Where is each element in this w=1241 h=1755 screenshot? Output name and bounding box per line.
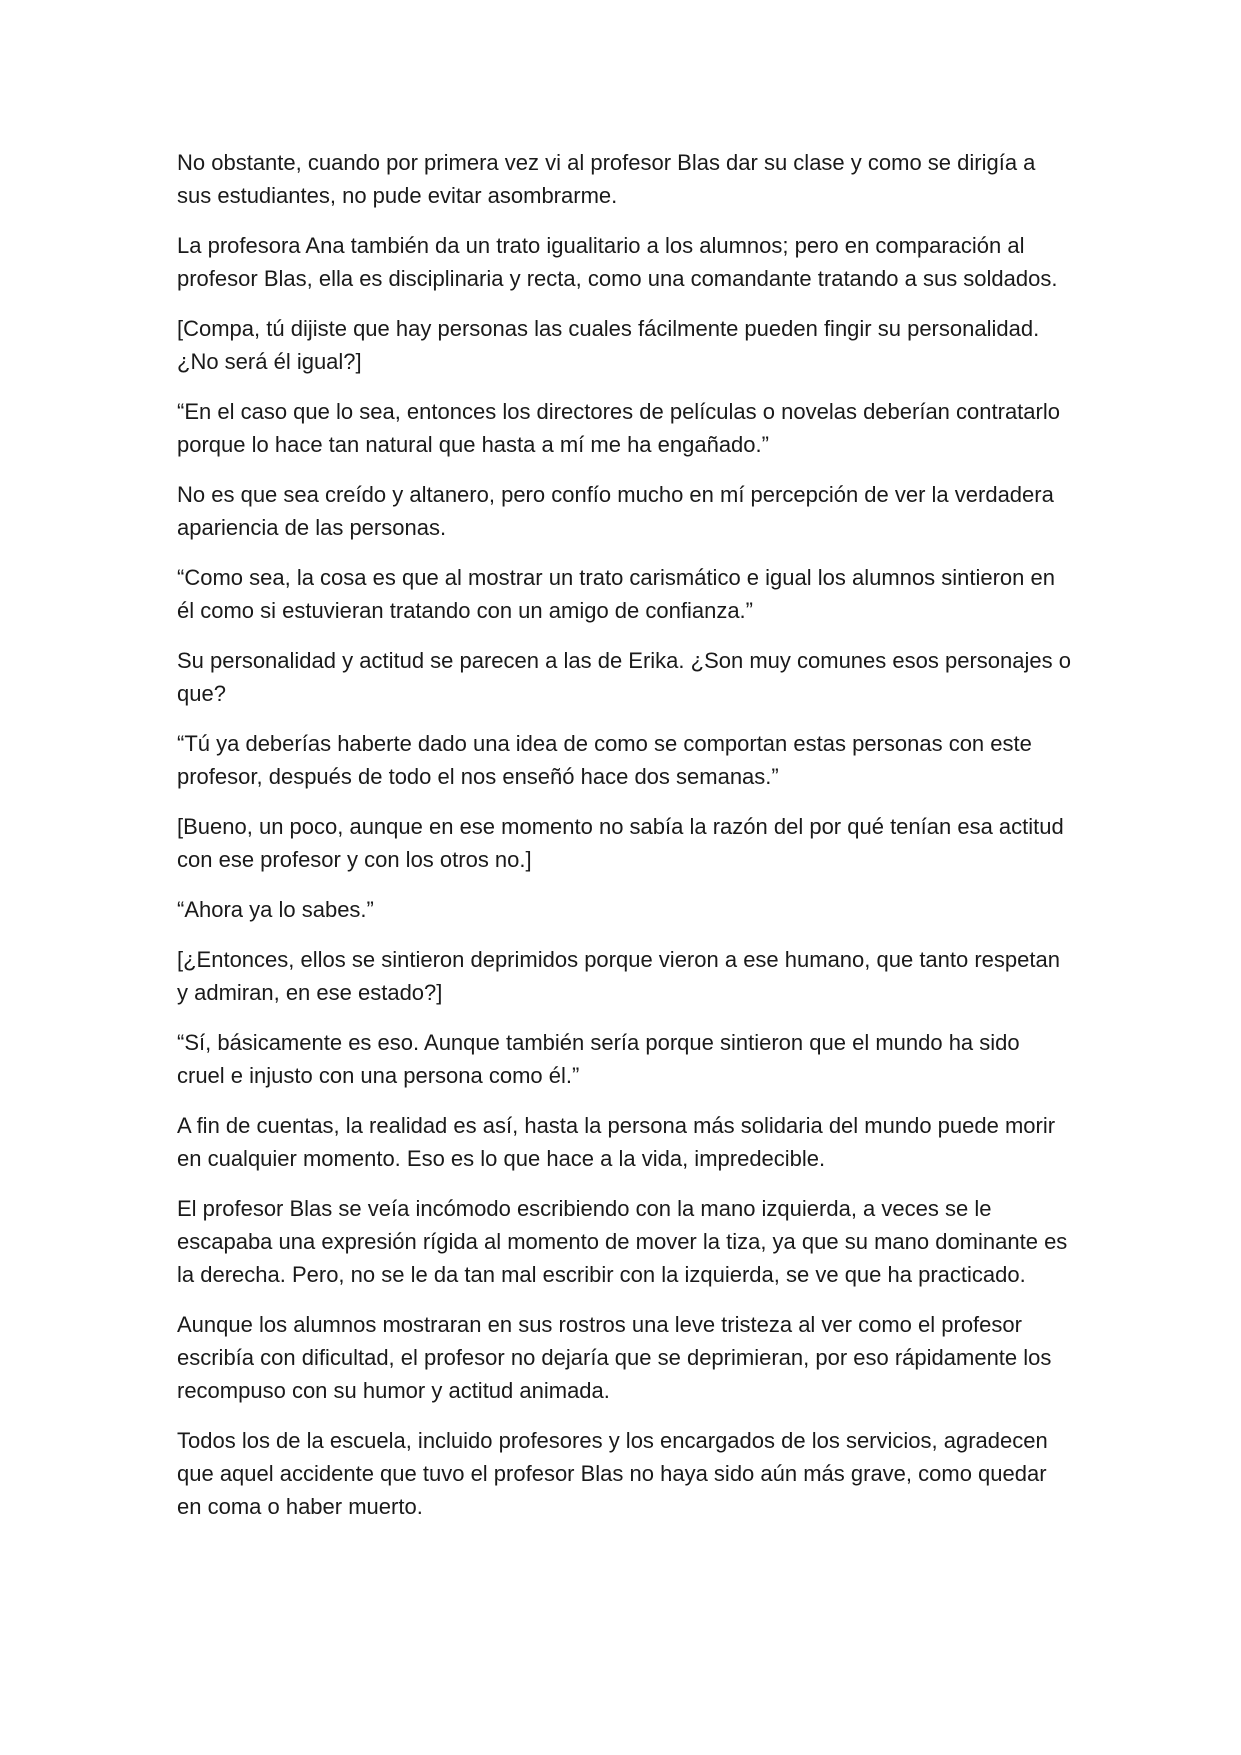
paragraph: “Tú ya deberías haberte dado una idea de como se comportan estas personas con este profesor, después de todo el nos enseñó hace dos semanas.”	[177, 731, 1032, 789]
paragraph: A fin de cuentas, la realidad es así, hasta la persona más solidaria del mundo puede morir en cualquier momento. Eso es lo que hace a la vida, impredecible.	[177, 1113, 1056, 1171]
paragraph: La profesora Ana también da un trato igualitario a los alumnos; pero en comparación al profesor Blas, ella es disciplinaria y recta, como una comandante tratando a sus soldados.	[177, 233, 1058, 291]
paragraph: [Bueno, un poco, aunque en ese momento no sabía la razón del por qué tenían esa actitud con ese profesor y con los otros no.]	[177, 814, 1064, 872]
paragraph: Su personalidad y actitud se parecen a las de Erika. ¿Son muy comunes esos personajes o que?	[177, 648, 1071, 706]
paragraph: “En el caso que lo sea, entonces los directores de películas o novelas deberían contratarlo porque lo hace tan natural que hasta a mí me ha engañado.”	[177, 399, 1060, 457]
paragraph: “Ahora ya lo sabes.”	[177, 897, 374, 922]
paragraph: Aunque los alumnos mostraran en sus rostros una leve tristeza al ver como el profesor escribía con dificultad, el profesor no dejaría que se deprimieran, por eso rápidamente los recompuso con su humor y actitud animada.	[177, 1312, 1052, 1403]
paragraph: Todos los de la escuela, incluido profesores y los encargados de los servicios, agradecen que aquel accidente que tuvo el profesor Blas no haya sido aún más grave, como quedar en coma o haber muerto.	[177, 1428, 1048, 1519]
paragraph: “Sí, básicamente es eso. Aunque también sería porque sintieron que el mundo ha sido cruel e injusto con una persona como él.”	[177, 1030, 1020, 1088]
paragraph: No obstante, cuando por primera vez vi al profesor Blas dar su clase y como se dirigía a sus estudiantes, no pude evitar asombrarme.	[177, 150, 1036, 208]
paragraph: [¿Entonces, ellos se sintieron deprimidos porque vieron a ese humano, que tanto respetan y admiran, en ese estado?]	[177, 947, 1060, 1005]
paragraph: [Compa, tú dijiste que hay personas las cuales fácilmente pueden fingir su personalidad. ¿No será él igual?]	[177, 316, 1040, 374]
paragraph: No es que sea creído y altanero, pero confío mucho en mí percepción de ver la verdadera apariencia de las personas.	[177, 482, 1054, 540]
document-body	[177, 146, 1072, 1540]
paragraph: “Como sea, la cosa es que al mostrar un trato carismático e igual los alumnos sintieron en él como si estuvieran tratando con un amigo de confianza.”	[177, 565, 1055, 623]
paragraph: El profesor Blas se veía incómodo escribiendo con la mano izquierda, a veces se le escapaba una expresión rígida al momento de mover la tiza, ya que su mano dominante es la derecha. Pero, no se le da tan mal escribir con la izquierda, se ve que ha practicado.	[177, 1196, 1068, 1287]
